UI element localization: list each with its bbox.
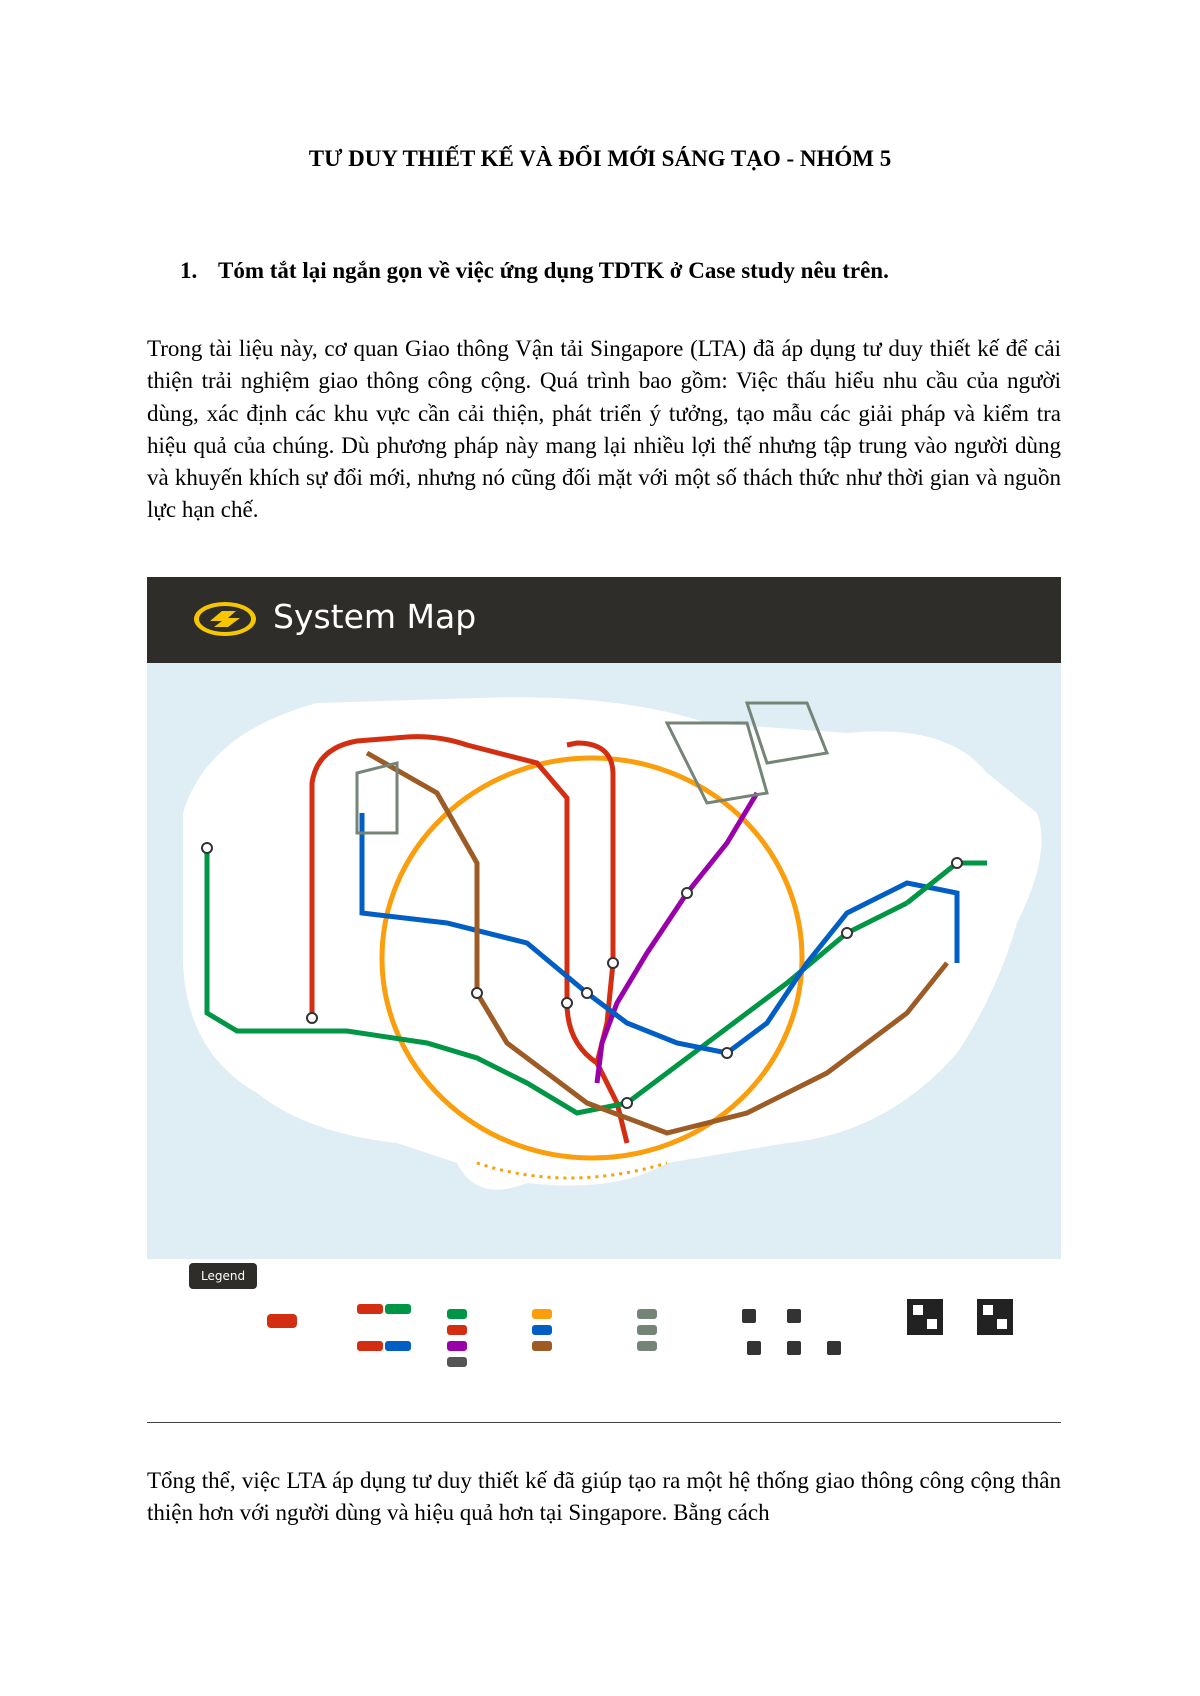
section-heading-text: Tóm tắt lại ngắn gọn về việc ứng dụng TDTK ở Case study nêu trên. xyxy=(218,258,889,283)
legend-tab: Legend xyxy=(189,1263,257,1289)
legend-swatches xyxy=(267,1299,1013,1367)
station xyxy=(582,988,592,998)
legend-swatch-ns xyxy=(447,1325,467,1335)
legend-swatch-interchange xyxy=(385,1304,411,1314)
legend-icon-transport xyxy=(827,1341,841,1355)
legend-swatch-ns xyxy=(267,1314,297,1328)
station xyxy=(608,958,618,968)
paragraph-summary: Trong tài liệu này, cơ quan Giao thông Vận tải Singapore (LTA) đã áp dụng tư duy thiết kế để cải thiện trải nghiệm giao thông công cộng. Quá trình bao gồm: Việc thấu hiểu nhu cầu của người dùng, xác định các khu vực cần cải thiện, phát triển ý tưởng, tạo mẫu các giải pháp và kiểm tra hiệu quả của chúng. Dù phương pháp này mang lại nhiều lợi thế nhưng tập trung vào người dùng và khuyến khích sự đổi mới, nhưng nó cũng đối mặt với một số thách thức như thời gian và nguồn lực hạn chế. xyxy=(147,336,1061,523)
legend-icon-transport xyxy=(787,1309,801,1323)
station xyxy=(952,858,962,868)
paragraph-conclusion: Tổng thể, việc LTA áp dụng tư duy thiết kế đã giúp tạo ra một hệ thống giao thông công cộng thân thiện hơn với người dùng và hiệu quả hơn tại Singapore. Bằng cách xyxy=(147,1468,1061,1526)
legend-swatch-te xyxy=(532,1341,552,1351)
legend-swatch-interchange xyxy=(357,1341,383,1351)
map-legend xyxy=(147,1259,1061,1384)
legend-icon-transport xyxy=(787,1341,801,1355)
station xyxy=(307,1013,317,1023)
legend-graphics xyxy=(147,1259,1061,1384)
station xyxy=(682,888,692,898)
legend-swatch-cc xyxy=(532,1309,552,1319)
legend-swatch-lrt xyxy=(637,1325,657,1335)
legend-swatch-dt xyxy=(532,1325,552,1335)
legend-swatch-ne xyxy=(447,1341,467,1351)
qr-code-icon xyxy=(907,1299,943,1335)
footnote-rule xyxy=(147,1422,1061,1423)
legend-swatch-lrt xyxy=(637,1341,657,1351)
legend-swatch-ew xyxy=(447,1309,467,1319)
system-map-figure xyxy=(147,577,1061,1407)
mrt-logo-icon xyxy=(192,599,258,639)
station xyxy=(562,998,572,1008)
map-header xyxy=(147,577,1061,663)
section-number: 1. xyxy=(180,258,198,283)
section-heading xyxy=(180,258,889,284)
qr-code-icon xyxy=(977,1299,1013,1335)
map-canvas xyxy=(147,663,1061,1259)
map-body xyxy=(147,663,1061,1259)
legend-swatch-interchange xyxy=(357,1304,383,1314)
station xyxy=(722,1048,732,1058)
map-title: System Map xyxy=(273,597,477,636)
legend-swatch-lrt xyxy=(637,1309,657,1319)
station xyxy=(202,843,212,853)
legend-icon-transport xyxy=(742,1309,756,1323)
legend-swatch-future xyxy=(447,1357,467,1367)
legend-swatch-interchange xyxy=(385,1341,411,1351)
station xyxy=(472,988,482,998)
document-title: TƯ DUY THIẾT KẾ VÀ ĐỔI MỚI SÁNG TẠO - NHÓM 5 xyxy=(308,146,892,171)
legend-icon-transport xyxy=(747,1341,761,1355)
station xyxy=(842,928,852,938)
station xyxy=(622,1098,632,1108)
